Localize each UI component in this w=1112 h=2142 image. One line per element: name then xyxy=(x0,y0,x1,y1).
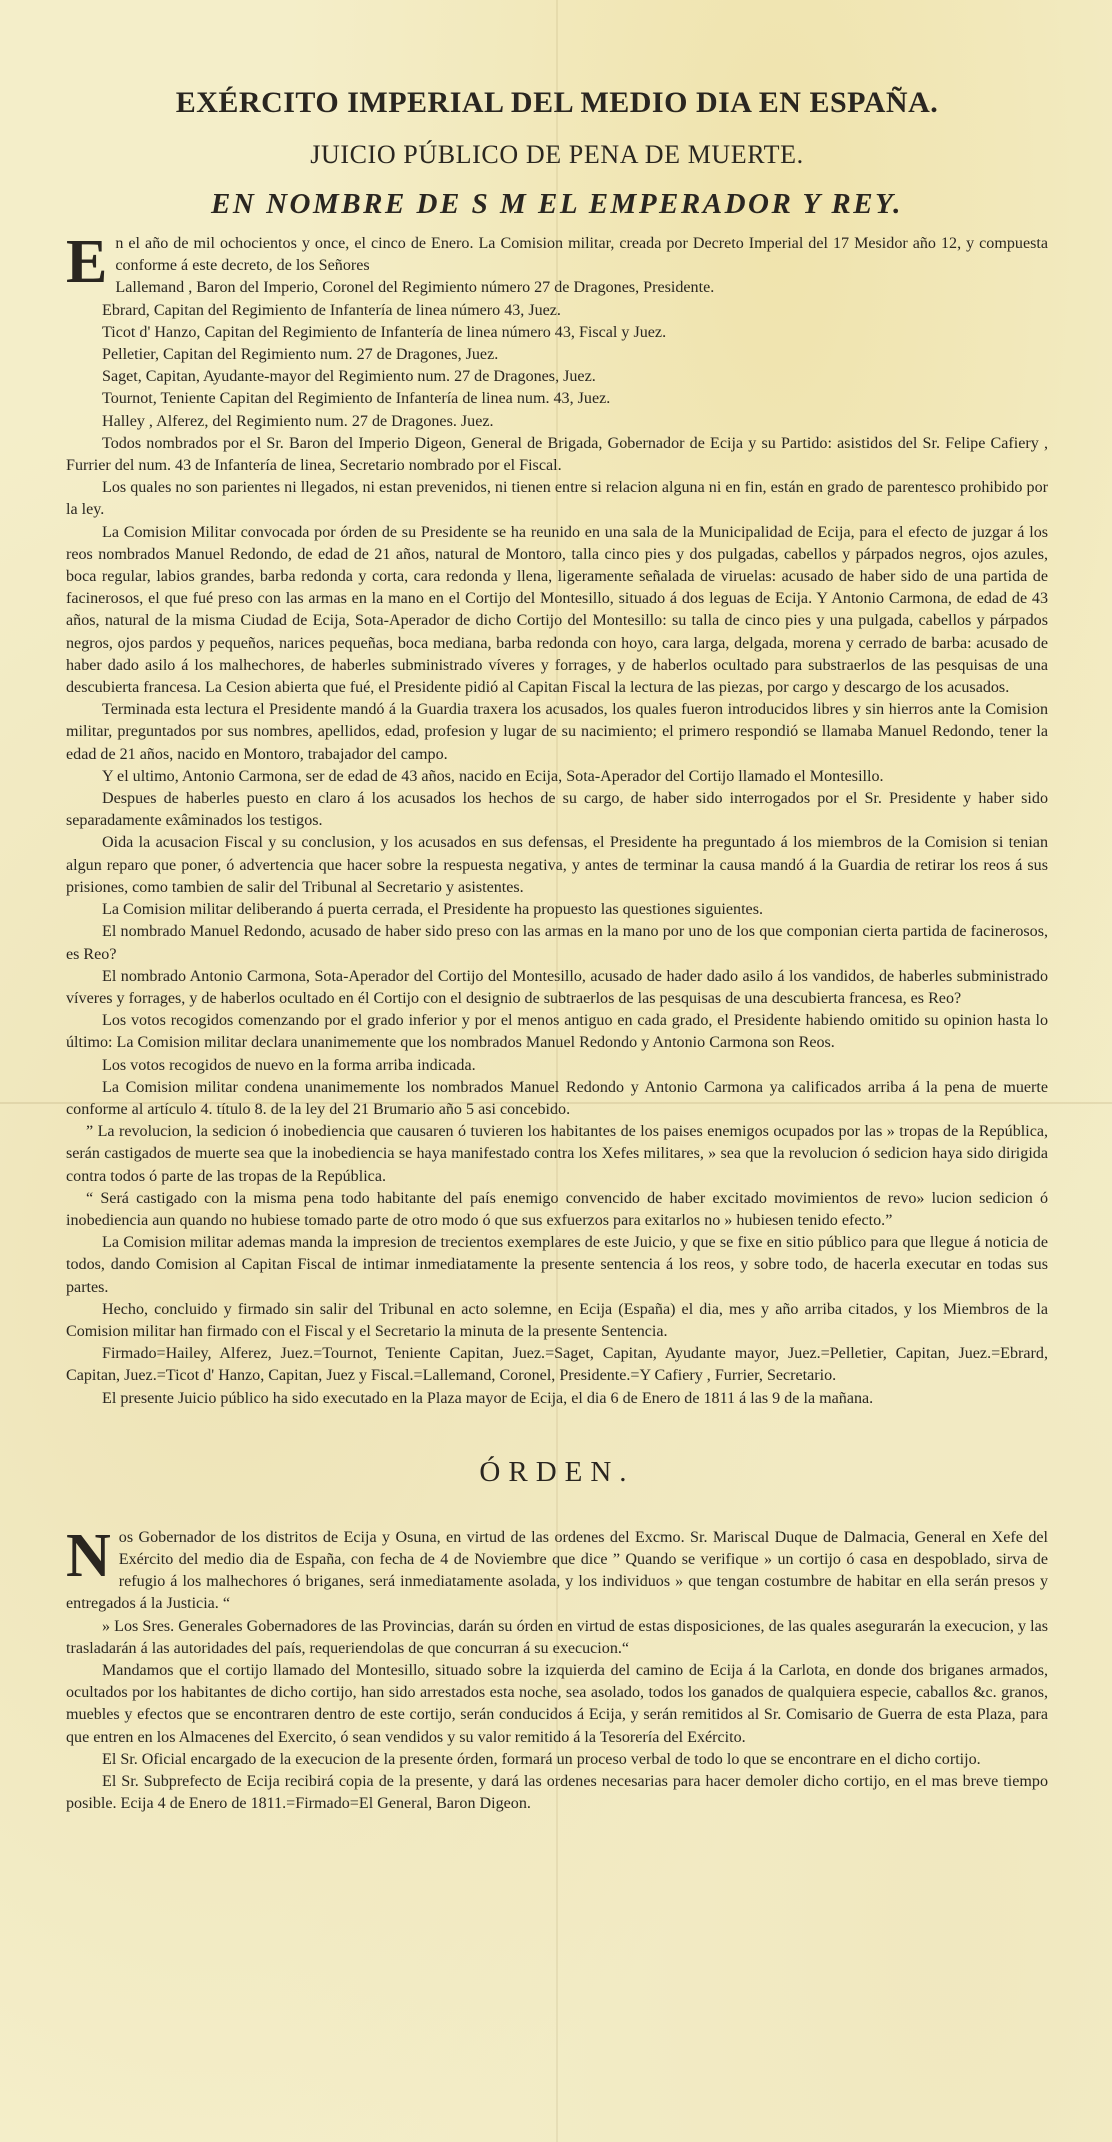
commission-member: Ticot d' Hanzo, Capitan del Regimiento de Infantería de linea número 43, Fiscal y Juez. xyxy=(102,323,667,341)
drop-cap: N xyxy=(66,1521,111,1590)
paragraph: La Comision militar ademas manda la impresion de trecientos exemplares de este Juicio, y que se fixe en sitio público para que llegue á noticia de todos, dando Comision al Capitan Fiscal de intimar inmediatamente la presente sentencia á los reos, y sobre todo, de hacerla executar en todas sus partes. xyxy=(66,1234,1048,1296)
paragraph: Los votos recogidos comenzando por el grado inferior y por el menos antiguo en cada grado, el Presidente habiendo omitido su opinion hasta lo último: La Comision militar declara unanimemente que los nombrados Manuel Redondo y Antonio Carmona son Reos. xyxy=(66,1012,1048,1052)
signatures: Firmado=Hailey, Alferez, Juez.=Tournot, Teniente Capitan, Juez.=Saget, Capitan, Ayudante mayor, Juez.=Pelletier, Capitan, Juez.=Ebrard, Capitan, Juez.=Ticot d' Hanzo, Capitan, Juez y Fiscal.=Lallemand, Coronel, Presidente.=Y Cafiery , Furrier, Secretario. xyxy=(66,1345,1048,1385)
commission-member: Ebrard, Capitan del Regimiento de Infantería de linea número 43, Juez. xyxy=(102,301,561,319)
paragraph: Hecho, concluido y firmado sin salir del Tribunal en acto solemne, en Ecija (España) el dia, mes y año arriba citados, y los Miembros de la Comision militar han firmado con el Fiscal y el Secretario la minuta de la presente Sentencia. xyxy=(66,1300,1048,1340)
paragraph: El Sr. Oficial encargado de la execucion de la presente órden, formará un proceso verbal de todo lo que se encontrare en el dicho cortijo. xyxy=(102,1750,981,1768)
paragraph: Los votos recogidos de nuevo en la forma arriba indicada. xyxy=(102,1056,476,1074)
commission-member: Tournot, Teniente Capitan del Regimiento de Infantería de linea num. 43, Juez. xyxy=(102,390,611,408)
commission-member: Pelletier, Capitan del Regimiento num. 27 de Dragones, Juez. xyxy=(102,346,499,364)
commission-member: Halley , Alferez, del Regimiento num. 27 de Dragones. Juez. xyxy=(102,412,494,430)
juicio-opening-text: n el año de mil ochocientos y once, el cinco de Enero. La Comision militar, creada por Decreto Imperial del 17 Mesidor año 12, y compuesta conforme á este decreto, de los Señores xyxy=(115,235,1048,275)
paragraph: » Los Sres. Generales Gobernadores de las Provincias, darán su órden en virtud de estas disposiciones, de las quales asegurarán la execucion, y las trasladarán á las autoridades del país, requeriendolas de que concurran á su execucion.“ xyxy=(66,1617,1048,1657)
paragraph: Terminada esta lectura el Presidente mandó á la Guardia traxera los acusados, los quales fueron introducidos libres y sin hierros ante la Comision militar, preguntados por sus nombres, apellidos, edad, profesion y lugar de su nacimiento; el primero respondió se llamaba Manuel Redondo, tener la edad de 21 años, nacido en Montoro, trabajador del campo. xyxy=(66,701,1048,763)
drop-cap: E xyxy=(66,228,108,296)
paragraph: El nombrado Antonio Carmona, Sota-Aperador del Cortijo del Montesillo, acusado de hader dado asilo á los vandidos, de haberles subministrado víveres y forrages, y de haberlos ocultado en él Cortijo con el designio de subtraerlos de las pesquisas de una descubierta francesa, es Reo? xyxy=(66,967,1048,1007)
paragraph: El nombrado Manuel Redondo, acusado de haber sido preso con las armas en la mano por uno de los que componian cierta partida de facinerosos, es Reo? xyxy=(66,923,1048,963)
commission-member: Saget, Capitan, Ayudante-mayor del Regimiento num. 27 de Dragones, Juez. xyxy=(102,368,596,386)
paragraph: Todos nombrados por el Sr. Baron del Imperio Digeon, General de Brigada, Gobernador de Ecija y su Partido: asistidos del Sr. Felipe Cafiery , Furrier del num. 43 de Infantería de linea, Secretario nombrado por el Fiscal. xyxy=(66,434,1048,475)
paragraph: El Sr. Subprefecto de Ecija recibirá copia de la presente, y dará las ordenes necesarias para hacer demoler dicho cortijo, en el mas breve tiempo posible. Ecija 4 de Enero de 1811.=Firmado=El General, Baron Digeon. xyxy=(66,1773,1048,1813)
paragraph: La Comision militar deliberando á puerta cerrada, el Presidente ha propuesto las questiones siguientes. xyxy=(102,901,763,919)
commission-member: Lallemand , Baron del Imperio, Coronel del Regimiento número 27 de Dragones, Presidente. xyxy=(115,279,715,297)
paper-fold-vertical xyxy=(556,0,558,2142)
paragraph: La Comision Militar convocada por órden de su Presidente se ha reunido en una sala de la Municipalidad de Ecija, para el efecto de juzgar á los reos nombrados Manuel Redondo, de edad de 21 años, natural de Montoro, talla cinco pies y dos pulgadas, cabellos y párpados negros, ojos azules, boca regular, labios grandes, barba redonda y corta, cara redonda y llena, ligeramente señalada de viruelas: acusado de haber sido de una partida de facinerosos, el que fué preso con las armas en la mano en el Cortijo del Montesillo, situado á dos leguas de Ecija. Y Antonio Carmona, de edad de 43 años, natural de la misma Ciudad de Ecija, Sota-Aperador de dicho Cortijo del Montesillo: su talla de cinco pies y una pulgada, cabellos y párpados negros, ojos pardos y pequeños, narices pequeñas, boca mediana, barba redonda con hoyo, cara larga, delgada, morena y cerrado de barba: acusado de haber dado asilo á los malhechores, de haberles subministrado víveres y forrages, y de haberlos ocultado para substraerlos de las pesquisas de una descubierta francesa. La Cesion abierta que fué, el Presidente pidió al Capitan Fiscal la lectura de las piezas, por cargo y descargo de los acusados. xyxy=(66,523,1048,697)
execution-note: El presente Juicio público ha sido executado en la Plaza mayor de Ecija, el dia 6 de Enero de 1811 á las 9 de la mañana. xyxy=(102,1389,874,1407)
law-quote: “ Será castigado con la misma pena todo habitante del país enemigo convencido de haber excitado movimientos de revo» lucion sedicion ó inobediencia aun quando no hubiese tomado parte de otro modo ó que sus exfuerzos para exitarlos no » hubiesen tenido efecto.” xyxy=(66,1189,1048,1229)
document-subtitle: JUICIO PÚBLICO DE PENA DE MUERTE. xyxy=(310,140,804,169)
paragraph: Y el ultimo, Antonio Carmona, ser de edad de 43 años, nacido en Ecija, Sota-Aperador del Cortijo llamado el Montesillo. xyxy=(102,767,884,785)
orden-opening-text: os Gobernador de los distritos de Ecija y Osuna, en virtud de las ordenes del Excmo. Sr. Mariscal Duque de Dalmacia, General en Xefe del Exército del medio dia de España, con fecha de 4 de Noviembre que dice ” Quando se verifique » un cortijo ó casa en despoblado, sirva de refugio á los malhechores ó briganes, será inmediatamente asolada, y los individuos » que tengan costumbre de habitar en ella serán presos y entregados á la Justicia. “ xyxy=(66,1528,1048,1613)
paragraph: Mandamos que el cortijo llamado del Montesillo, situado sobre la izquierda del camino de Ecija á la Carlota, en donde dos briganes armados, ocultados por los habitantes de dicho cortijo, han sido arrestados esta noche, sea asolado, todos los ganados de qualquiera especie, caballos &c. granos, muebles y efectos que se encontraren dentro de este cortijo, serán conducidos á Ecija, y serán remitidos al Sr. Comisario de Guerra de esta Plaza, para que entren en los Almacenes del Exercito, ó sean vendidos y su valor remitido á la Tesorería del Exército. xyxy=(66,1661,1048,1746)
paragraph: Los quales no son parientes ni llegados, ni estan prevenidos, ni tienen entre si relacion alguna ni en fin, están en grado de parentesco prohibido por la ley. xyxy=(66,479,1048,519)
law-quote: ” La revolucion, la sedicion ó inobediencia que causaren ó tuvieren los habitantes de los paises enemigos ocupados por las » tropas de la República, serán castigados de muerte sea que la inobediencia se haya manifestado contra los Xefes militares, » sea que la revolucion ó sedicion haya sido dirigida contra todos ó parte de las tropas de la República. xyxy=(66,1123,1048,1185)
paragraph: La Comision militar condena unanimemente los nombrados Manuel Redondo y Antonio Carmona ya calificados arriba á la pena de muerte conforme al artículo 4. título 8. de la ley del 21 Brumario año 5 asi concebido. xyxy=(66,1078,1048,1118)
paragraph: Oida la acusacion Fiscal y su conclusion, y los acusados en sus defensas, el Presidente ha preguntado á los miembros de la Comision si tenian algun reparo que poner, ó advertencia que hacer sobre la respuesta negativa, y antes de terminar la causa mandó á la Guardia de retirar los reos á sus prisiones, como tambien de salir del Tribunal al Secretario y asistentes. xyxy=(66,834,1048,896)
paragraph: Despues de haberles puesto en claro á los acusados los hechos de su cargo, de haber sido interrogados por el Sr. Presidente y haber sido separadamente exâminados los testigos. xyxy=(66,790,1048,830)
document-invocation: EN NOMBRE DE S M EL EMPERADOR Y REY. xyxy=(211,188,903,220)
document-title: EXÉRCITO IMPERIAL DEL MEDIO DIA EN ESPAÑA. xyxy=(175,86,939,119)
orden-title: ÓRDEN. xyxy=(479,1455,635,1488)
